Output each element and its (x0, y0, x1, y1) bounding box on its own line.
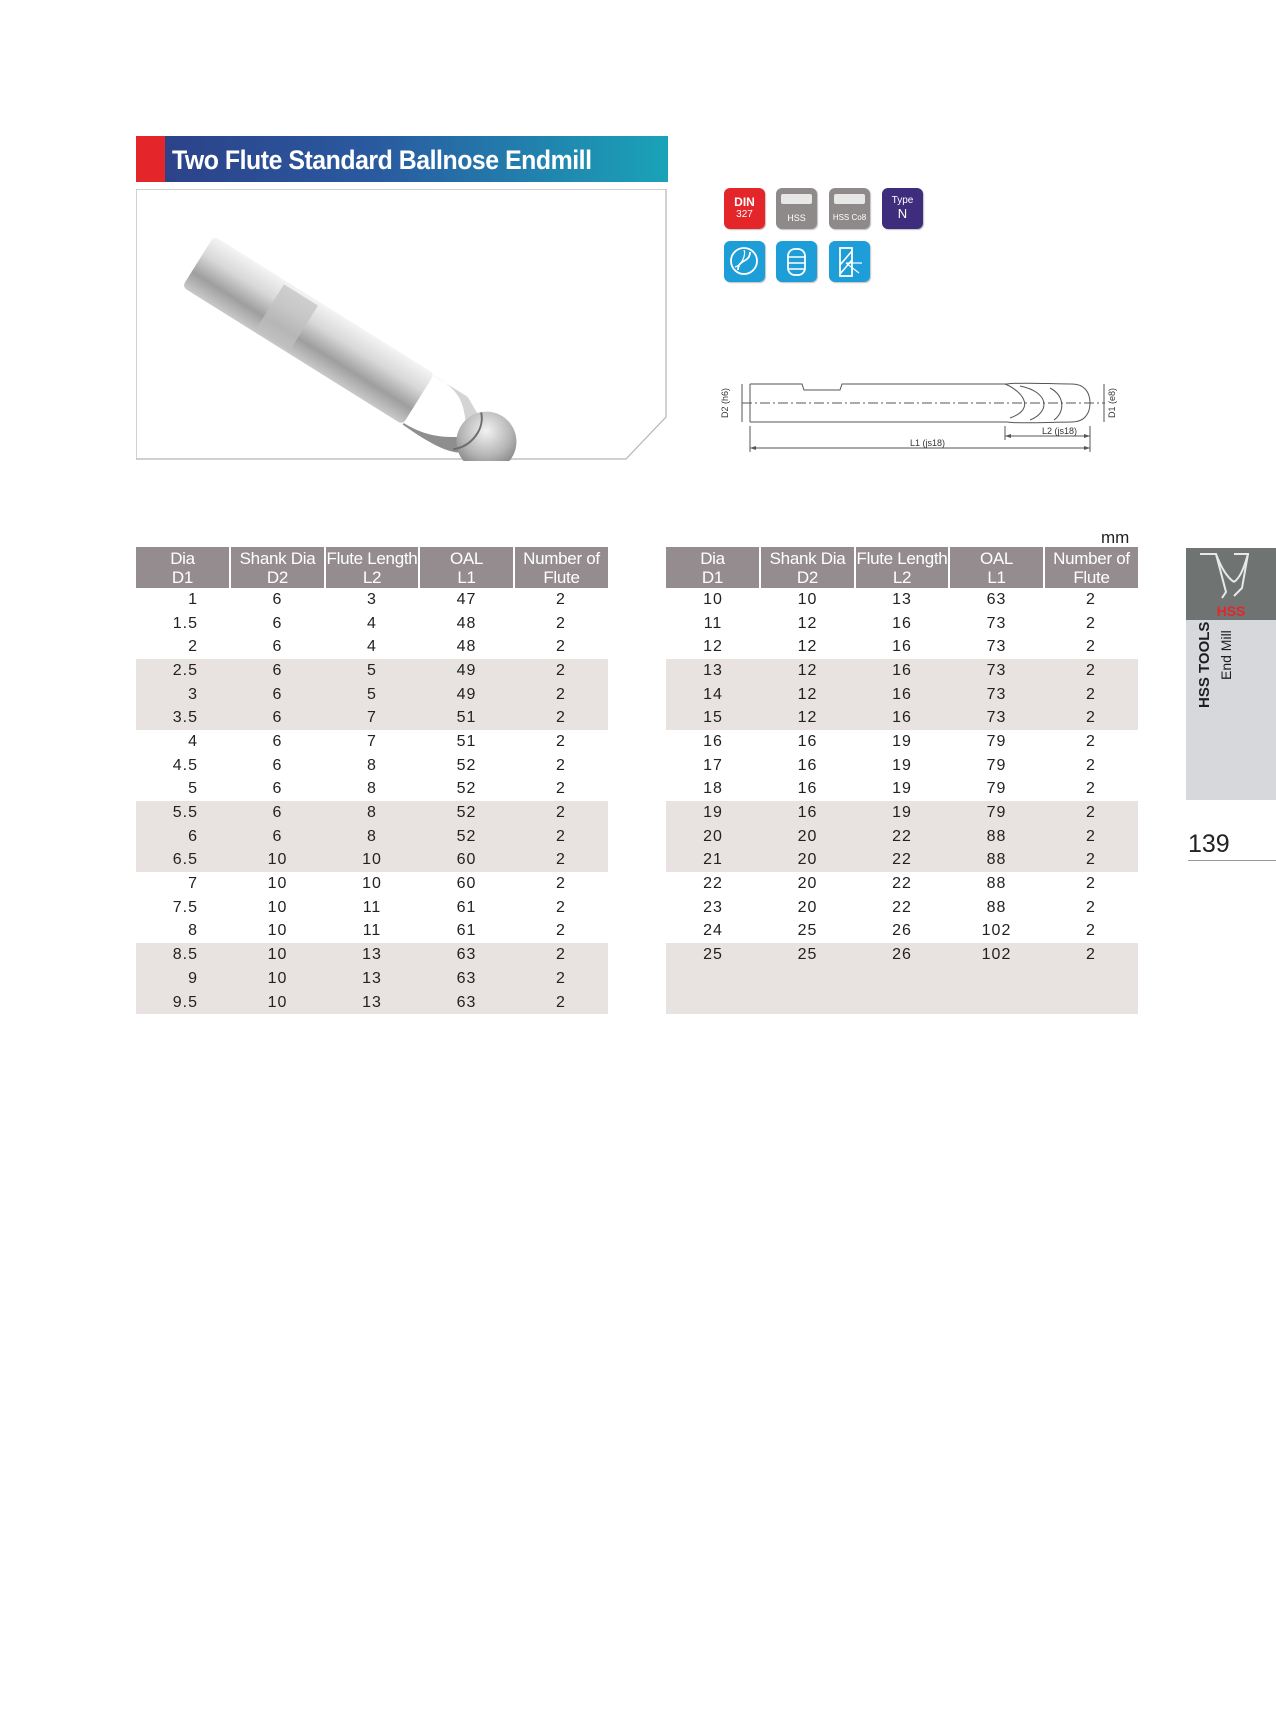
cell-oal (949, 967, 1044, 991)
side-tab-section: HSS TOOLS (1196, 621, 1213, 708)
cell-dia: 1.5 (172, 614, 198, 632)
cell-oal: 73 (949, 706, 1044, 730)
cell-shank-dia: 6 (230, 706, 325, 730)
cell-dia: 7.5 (172, 898, 198, 916)
cell-shank-dia: 10 (230, 849, 325, 873)
cell-dia: 16 (703, 732, 723, 750)
cell-shank-dia: 12 (760, 706, 855, 730)
cell-oal: 102 (981, 922, 1012, 940)
cell-dia: 7 (188, 875, 198, 893)
cell-flute-length: 22 (855, 825, 949, 849)
header-flutes: Number of Flute (1044, 547, 1138, 588)
dimension-drawing (720, 378, 1130, 458)
cell-shank-dia: 16 (797, 732, 818, 750)
type-label: Type (891, 195, 914, 206)
cell-flutes: 2 (1086, 590, 1096, 608)
table-row (666, 872, 1138, 896)
cell-flutes (1044, 991, 1138, 1015)
cell-flutes: 2 (556, 590, 566, 608)
cell-dia: 24 (703, 922, 723, 940)
table-row (666, 588, 1138, 612)
header-flutes: Number of Flute (514, 547, 608, 588)
cell-shank-dia: 25 (760, 943, 855, 967)
cell-flute-length: 16 (855, 706, 949, 730)
cell-oal: 61 (456, 898, 477, 916)
header-dia: Dia D1 (136, 547, 230, 588)
cell-oal: 73 (986, 638, 1007, 656)
table-row (136, 683, 608, 707)
cell-oal: 88 (949, 825, 1044, 849)
cell-flute-length: 10 (362, 875, 382, 893)
table-row (666, 920, 1138, 944)
cell-flute-length (855, 967, 949, 991)
cell-shank-dia: 12 (797, 614, 818, 632)
cell-flutes: 2 (514, 659, 608, 683)
cell-flute-length: 8 (325, 801, 419, 825)
cell-dia: 1 (188, 590, 198, 608)
table-row (136, 635, 608, 659)
d1-label: D1 (e8) (1107, 387, 1117, 419)
cell-shank-dia: 6 (272, 732, 283, 750)
cell-flutes: 2 (556, 614, 566, 632)
l2-label: L2 (js18) (1042, 426, 1078, 436)
cell-oal: 63 (419, 967, 514, 991)
cell-dia: 10 (703, 590, 723, 608)
cell-dia: 9.5 (136, 991, 230, 1015)
header-flute-length: Flute Length L2 (326, 548, 418, 587)
spec-table-left (136, 547, 608, 1014)
cell-oal: 51 (456, 732, 477, 750)
cell-shank-dia: 10 (230, 967, 325, 991)
cell-dia: 25 (666, 943, 760, 967)
cell-flutes: 2 (1044, 683, 1138, 707)
cell-flutes: 2 (1086, 638, 1096, 656)
table-row (136, 825, 608, 849)
cell-flutes: 2 (1086, 898, 1096, 916)
table-row (136, 849, 608, 873)
cell-flutes: 2 (1044, 706, 1138, 730)
table-row (136, 872, 608, 896)
l1-label: L1 (js18) (910, 438, 946, 448)
cell-dia: 4.5 (172, 756, 198, 774)
table-row (666, 825, 1138, 849)
side-tab-hss-label: HSS (1216, 603, 1246, 619)
ballnose-icon (724, 241, 765, 282)
cell-flute-length: 16 (892, 614, 912, 632)
cell-dia: 12 (703, 638, 723, 656)
cell-flutes: 2 (1044, 825, 1138, 849)
header-oal: OAL L1 (949, 547, 1044, 588)
type-badge (882, 188, 923, 229)
side-tab-subsection: End Mill (1218, 630, 1234, 680)
cell-oal: 63 (986, 590, 1007, 608)
cell-dia: 2.5 (136, 659, 230, 683)
cylindrical-shank-icon (776, 241, 817, 282)
cell-dia: 17 (703, 756, 723, 774)
cell-flutes: 2 (514, 967, 608, 991)
table-row (666, 754, 1138, 778)
cell-flutes: 2 (514, 801, 608, 825)
cell-dia: 8 (188, 922, 198, 940)
cell-oal: 47 (456, 590, 477, 608)
spec-table-right (666, 547, 1138, 1014)
cell-flutes (1044, 967, 1138, 991)
cell-flute-length: 22 (892, 875, 912, 893)
cell-flute-length: 16 (855, 659, 949, 683)
cell-oal: 88 (949, 849, 1044, 873)
table-row (666, 801, 1138, 825)
product-photo (136, 189, 668, 461)
cell-flutes: 2 (514, 683, 608, 707)
cell-oal: 88 (986, 898, 1007, 916)
cell-shank-dia: 20 (797, 898, 818, 916)
cell-oal: 60 (419, 849, 514, 873)
cell-dia: 19 (666, 801, 760, 825)
cell-shank-dia: 6 (230, 683, 325, 707)
cell-flute-length: 11 (362, 922, 382, 940)
cell-shank-dia: 6 (272, 756, 283, 774)
cell-flutes: 2 (514, 706, 608, 730)
header-shank-dia: Shank Dia D2 (230, 547, 325, 588)
table-row (666, 730, 1138, 754)
cell-dia: 6.5 (136, 849, 230, 873)
table-row (136, 896, 608, 920)
cell-flutes: 2 (514, 825, 608, 849)
cell-dia: 21 (666, 849, 760, 873)
cell-dia: 5.5 (136, 801, 230, 825)
cell-dia: 22 (703, 875, 723, 893)
header-shank-dia: Shank Dia D2 (760, 547, 855, 588)
cell-flute-length: 19 (855, 801, 949, 825)
cell-oal: 102 (949, 943, 1044, 967)
cell-shank-dia: 6 (272, 614, 283, 632)
cell-oal: 52 (419, 825, 514, 849)
hss-co8-badge (829, 188, 870, 229)
cell-shank-dia: 20 (760, 825, 855, 849)
cell-shank-dia: 6 (230, 801, 325, 825)
cell-flute-length: 10 (325, 849, 419, 873)
cell-oal: 52 (419, 801, 514, 825)
cell-flutes: 2 (1086, 732, 1096, 750)
table-row (666, 706, 1138, 730)
cell-flute-length: 16 (855, 683, 949, 707)
cell-oal: 61 (456, 922, 477, 940)
cell-flutes: 2 (556, 875, 566, 893)
cell-dia: 11 (703, 614, 723, 632)
cell-shank-dia: 12 (760, 683, 855, 707)
cell-oal: 51 (419, 706, 514, 730)
cell-flutes: 2 (556, 638, 566, 656)
cell-flute-length: 16 (892, 638, 912, 656)
cell-flute-length: 22 (892, 898, 912, 916)
cell-oal: 73 (949, 659, 1044, 683)
helix-angle-icon (829, 241, 870, 282)
cell-dia (666, 991, 760, 1015)
page-number-rule (1188, 860, 1276, 861)
table-row (136, 659, 608, 683)
cell-oal: 79 (949, 801, 1044, 825)
cell-dia: 15 (666, 706, 760, 730)
cell-flute-length: 19 (892, 732, 912, 750)
cell-oal: 63 (419, 943, 514, 967)
cell-shank-dia: 6 (272, 638, 283, 656)
hss-badge (776, 188, 817, 229)
cell-dia: 9 (136, 967, 230, 991)
cell-flutes: 2 (1086, 614, 1096, 632)
cell-dia: 8.5 (136, 943, 230, 967)
cell-flutes: 2 (1086, 780, 1096, 798)
cell-oal: 73 (949, 683, 1044, 707)
table-row (666, 896, 1138, 920)
cell-flutes: 2 (1044, 801, 1138, 825)
unit-label: mm (1101, 528, 1130, 547)
cell-shank-dia: 6 (272, 590, 283, 608)
cell-dia: 2 (188, 638, 198, 656)
cell-oal: 49 (419, 683, 514, 707)
cell-flute-length: 13 (325, 991, 419, 1015)
cell-flute-length: 5 (325, 659, 419, 683)
cell-oal: 52 (456, 756, 477, 774)
cell-flute-length: 26 (855, 943, 949, 967)
table-row (136, 991, 608, 1015)
cell-dia: 3 (136, 683, 230, 707)
cell-oal: 52 (456, 780, 477, 798)
cell-oal: 63 (419, 991, 514, 1015)
table-row (666, 659, 1138, 683)
cell-flute-length: 4 (367, 614, 377, 632)
cell-flute-length: 19 (892, 780, 912, 798)
table-row (136, 801, 608, 825)
cell-shank-dia: 6 (230, 825, 325, 849)
cell-dia: 6 (136, 825, 230, 849)
cell-flute-length: 7 (367, 732, 377, 750)
cell-dia: 3.5 (136, 706, 230, 730)
cell-dia (666, 967, 760, 991)
cell-oal: 49 (419, 659, 514, 683)
d2-label: D2 (h6) (720, 387, 730, 419)
cell-flute-length (855, 991, 949, 1015)
hss-label: HSS (787, 213, 806, 223)
cell-flutes: 2 (1086, 922, 1096, 940)
cell-shank-dia: 10 (267, 922, 288, 940)
cell-flutes: 2 (1044, 659, 1138, 683)
cell-flute-length: 22 (855, 849, 949, 873)
cell-dia: 4 (188, 732, 198, 750)
header-oal: OAL L1 (419, 547, 514, 588)
cell-flutes: 2 (514, 849, 608, 873)
table-row (136, 612, 608, 636)
cell-dia: 13 (666, 659, 760, 683)
cell-oal: 48 (456, 638, 477, 656)
table-row (666, 683, 1138, 707)
cell-flutes: 2 (1044, 943, 1138, 967)
table-row (666, 849, 1138, 873)
cell-shank-dia: 20 (797, 875, 818, 893)
cell-flute-length: 26 (892, 922, 912, 940)
cell-shank-dia: 6 (272, 780, 283, 798)
cell-flute-length: 13 (892, 590, 912, 608)
cell-shank-dia: 10 (230, 943, 325, 967)
table-row (666, 635, 1138, 659)
cell-flutes: 2 (556, 780, 566, 798)
page-title: Two Flute Standard Ballnose Endmill (172, 145, 592, 175)
cell-dia: 18 (703, 780, 723, 798)
cell-shank-dia: 10 (797, 590, 818, 608)
cell-shank-dia (760, 967, 855, 991)
cell-shank-dia: 16 (760, 801, 855, 825)
cell-dia: 20 (666, 825, 760, 849)
cell-flute-length: 7 (325, 706, 419, 730)
cell-oal (949, 991, 1044, 1015)
table-row (136, 588, 608, 612)
cell-flutes: 2 (1086, 875, 1096, 893)
cell-flute-length: 8 (367, 756, 377, 774)
cell-flutes: 2 (556, 898, 566, 916)
table-row (666, 967, 1138, 991)
cell-flutes: 2 (1044, 849, 1138, 873)
cell-oal: 60 (456, 875, 477, 893)
cell-dia: 14 (666, 683, 760, 707)
cell-shank-dia: 25 (797, 922, 818, 940)
cell-shank-dia: 10 (267, 875, 288, 893)
table-row (136, 754, 608, 778)
cell-shank-dia: 6 (230, 659, 325, 683)
cell-flute-length: 8 (367, 780, 377, 798)
cell-flute-length: 5 (325, 683, 419, 707)
table-row (666, 612, 1138, 636)
page-number: 139 (1188, 830, 1230, 858)
table-row (136, 943, 608, 967)
table-row (136, 730, 608, 754)
cell-flute-length: 11 (362, 898, 382, 916)
cell-flutes: 2 (556, 922, 566, 940)
table-row (666, 943, 1138, 967)
table-row (136, 778, 608, 802)
din-label: DIN (734, 195, 755, 209)
cell-oal: 79 (986, 732, 1007, 750)
cell-flute-length: 13 (325, 943, 419, 967)
table-row (666, 991, 1138, 1015)
din-number: 327 (736, 209, 753, 220)
table-row (136, 706, 608, 730)
cell-shank-dia: 16 (797, 780, 818, 798)
cell-shank-dia: 12 (760, 659, 855, 683)
cell-dia: 23 (703, 898, 723, 916)
header-flute-length: Flute Length L2 (856, 548, 948, 587)
cell-oal: 79 (986, 756, 1007, 774)
hss-co8-label: HSS Co8 (832, 213, 867, 222)
cell-oal: 88 (986, 875, 1007, 893)
title-accent (136, 136, 165, 182)
cell-oal: 48 (456, 614, 477, 632)
header-dia: Dia D1 (666, 547, 760, 588)
cell-flutes: 2 (556, 732, 566, 750)
cell-flute-length: 19 (892, 756, 912, 774)
cell-oal: 73 (986, 614, 1007, 632)
cell-dia: 5 (188, 780, 198, 798)
cell-flute-length: 3 (367, 590, 377, 608)
cell-flutes: 2 (514, 943, 608, 967)
cell-shank-dia: 10 (267, 898, 288, 916)
cell-flute-length: 13 (325, 967, 419, 991)
table-row (136, 967, 608, 991)
cell-shank-dia (760, 991, 855, 1015)
cell-shank-dia: 12 (797, 638, 818, 656)
table-header-row (666, 547, 1138, 588)
cell-flute-length: 4 (367, 638, 377, 656)
cell-flutes: 2 (514, 991, 608, 1015)
cell-shank-dia: 16 (797, 756, 818, 774)
din-badge (724, 188, 765, 229)
cell-oal: 79 (986, 780, 1007, 798)
cell-shank-dia: 10 (230, 991, 325, 1015)
type-value: N (897, 206, 908, 221)
cell-flutes: 2 (556, 756, 566, 774)
table-row (136, 920, 608, 944)
cell-flute-length: 8 (325, 825, 419, 849)
table-header-row (136, 547, 608, 588)
cell-shank-dia: 20 (760, 849, 855, 873)
cell-flutes: 2 (1086, 756, 1096, 774)
table-row (666, 778, 1138, 802)
